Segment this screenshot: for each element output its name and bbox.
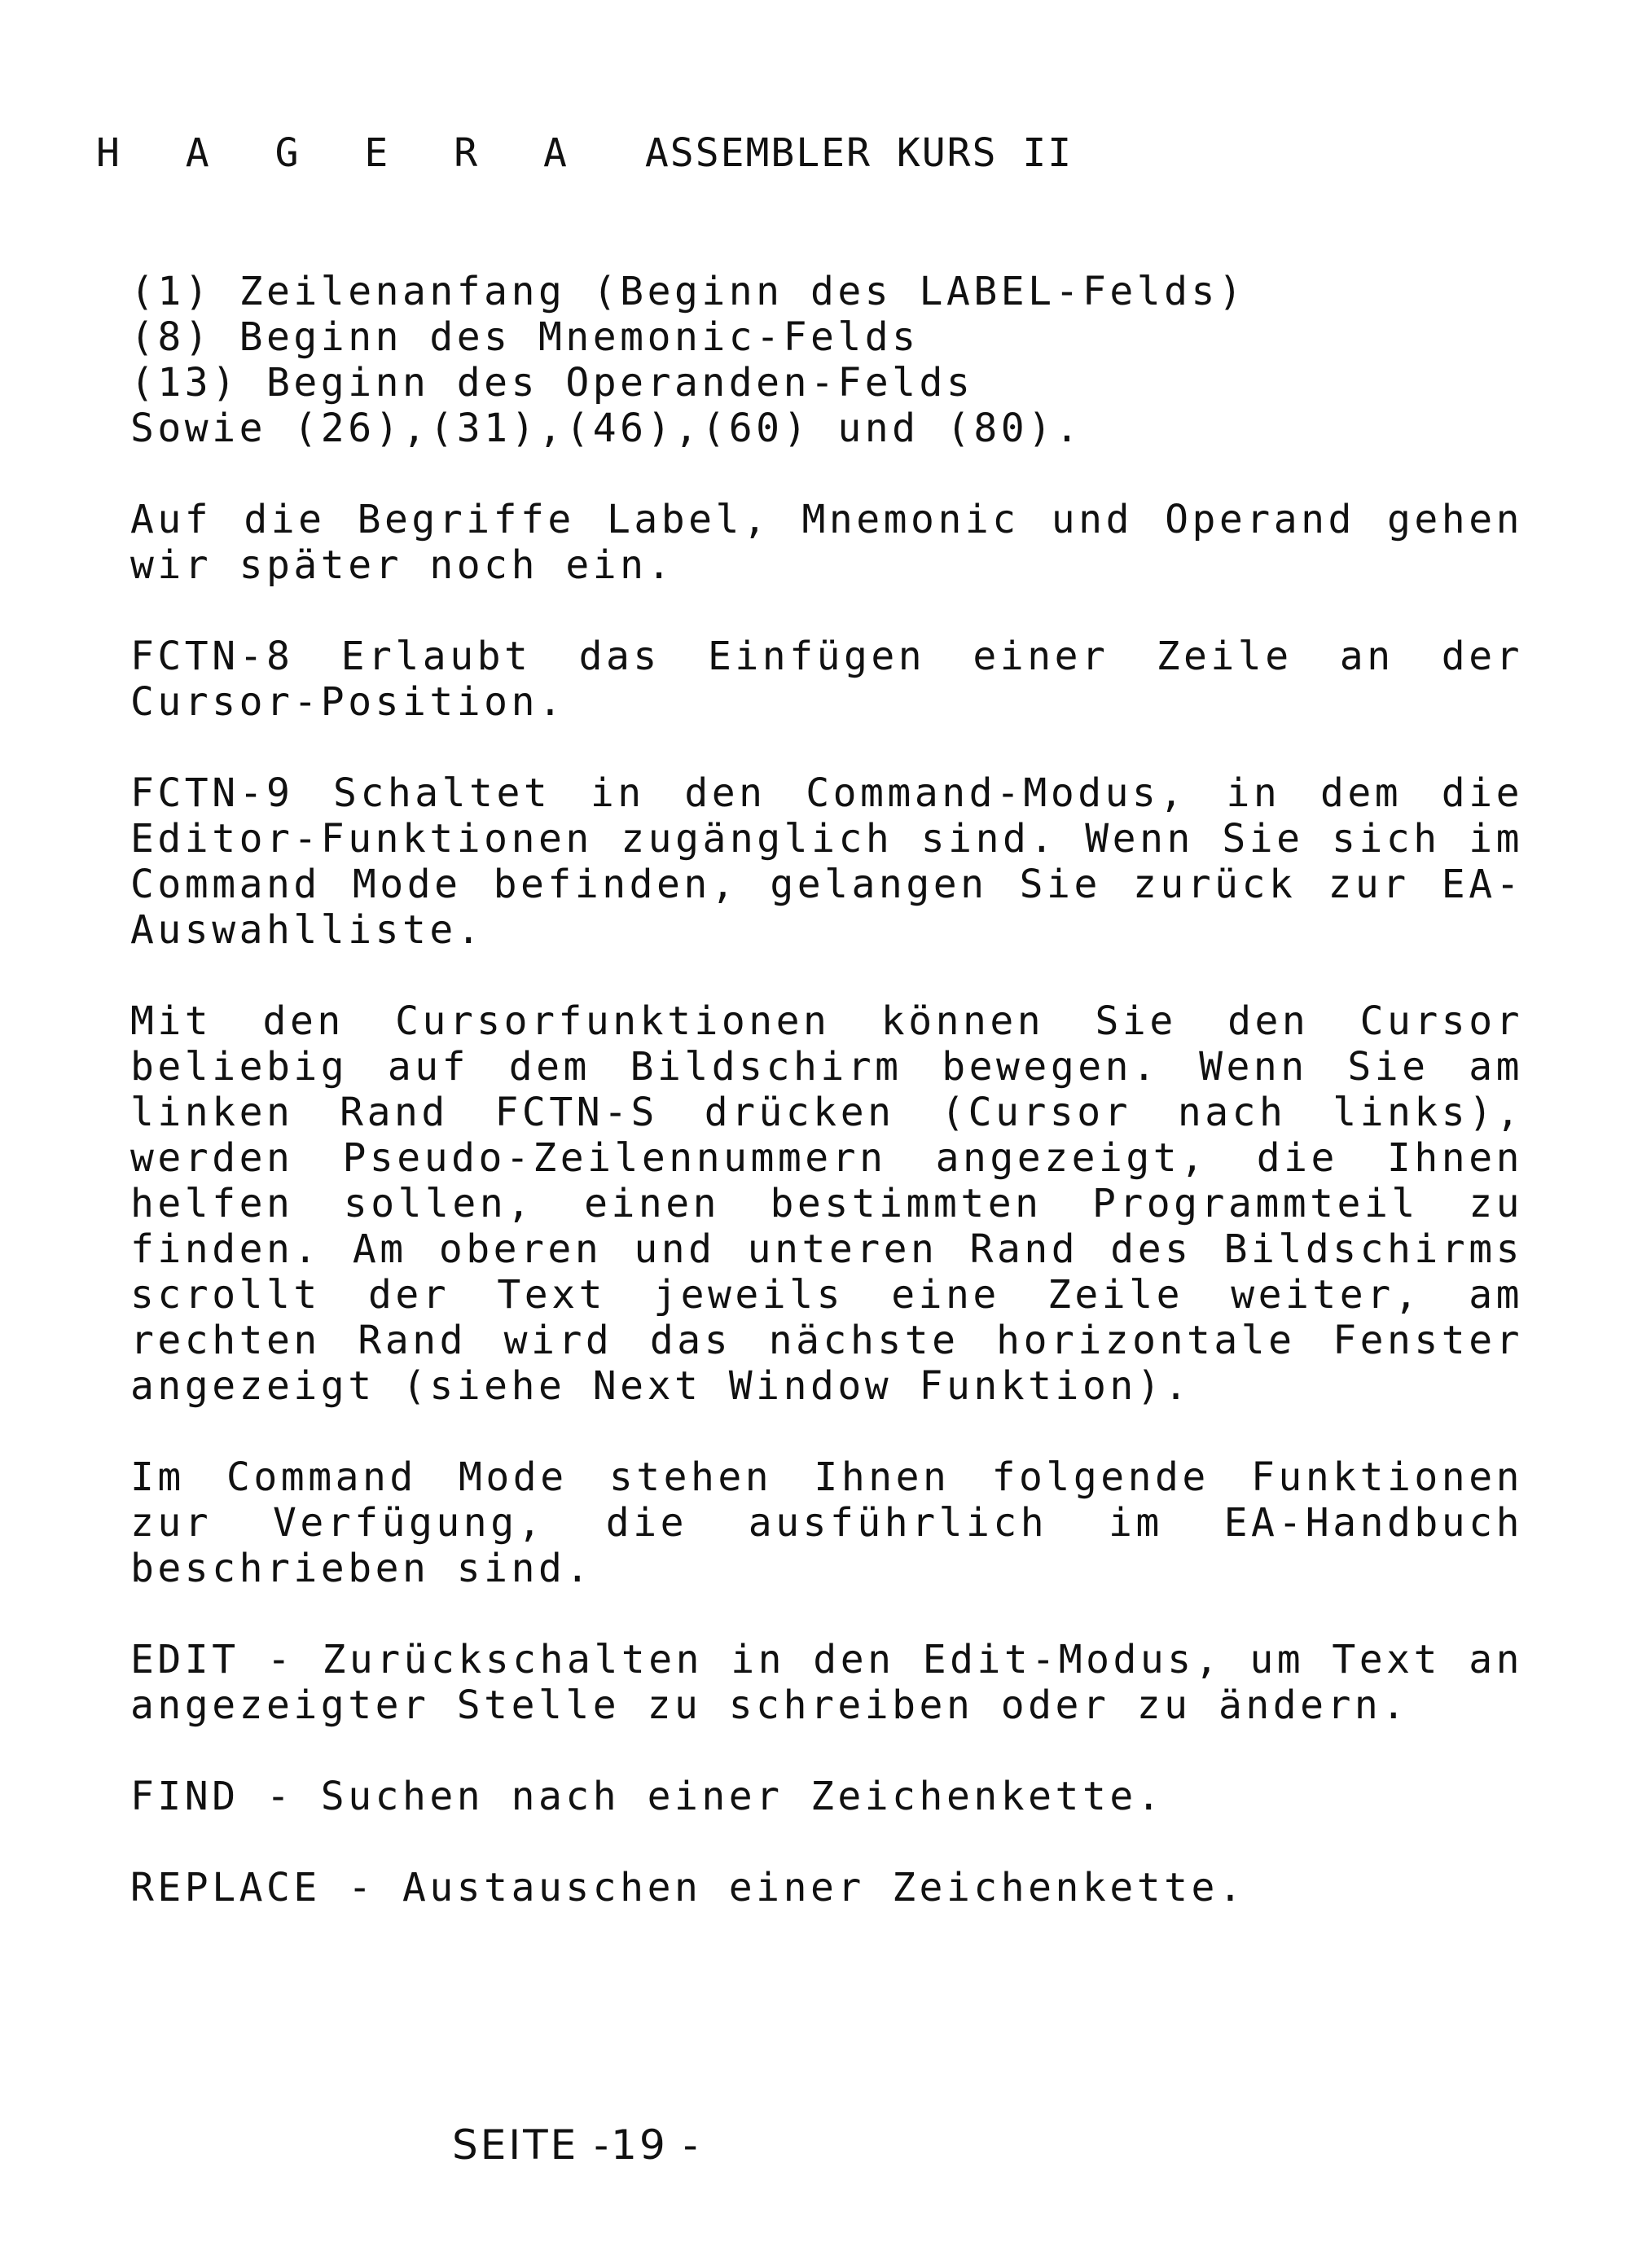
paragraph-fctn-9: FCTN-9 Schaltet in den Command-Modus, in dem die Editor-Funktionen zugänglich sind. Wenn Sie sich im Command Mode befinden, gelangen Sie zurück zur EA-Auswahlliste. — [130, 770, 1523, 953]
page-number: SEITE -19 - — [452, 2121, 700, 2169]
list-item: (8) Beginn des Mnemonic-Felds — [130, 314, 920, 360]
paragraph-find: FIND - Suchen nach einer Zeichenkette. — [130, 1774, 1165, 1819]
paragraph-cursor-functions: Mit den Cursorfunktionen können Sie den Cursor beliebig auf dem Bildschirm bewegen. Wenn Sie am linken Rand FCTN-S drücken (Cursor nach links), werden Pseudo-Zeilennummern angezeigt, die Ihnen helfen sollen, einen bestimmten Programmteil zu finden. Am oberen und unteren Rand des Bildschirms scrollt der Text jeweils eine Zeile weiter, am rechten Rand wird das nächste horizontale Fenster angezeigt (siehe Next Window Funktion). — [130, 998, 1523, 1409]
field-positions-list — [130, 269, 1523, 451]
document-body — [130, 269, 1523, 1956]
list-item: (13) Beginn des Operanden-Felds — [130, 360, 974, 406]
paragraph-replace: REPLACE - Austauschen einer Zeichenkette. — [130, 1865, 1246, 1910]
page-header — [96, 130, 1073, 176]
brand-name: H A G E R A — [96, 130, 588, 176]
course-title: ASSEMBLER KURS II — [644, 130, 1074, 176]
list-item: Sowie (26),(31),(46),(60) und (80). — [130, 406, 1082, 451]
list-item: (1) Zeilenanfang (Beginn des LABEL-Felds) — [130, 269, 1246, 314]
paragraph-terms: Auf die Begriffe Label, Mnemonic und Operand gehen wir später noch ein. — [130, 497, 1523, 588]
paragraph-fctn-8: FCTN-8 Erlaubt das Einfügen einer Zeile an der Cursor-Position. — [130, 634, 1523, 725]
paragraph-edit: EDIT - Zurückschalten in den Edit-Modus, um Text an angezeigter Stelle zu schreiben oder zu ändern. — [130, 1637, 1523, 1728]
paragraph-command-mode: Im Command Mode stehen Ihnen folgende Funktionen zur Verfügung, die ausführlich im EA-Handbuch beschrieben sind. — [130, 1454, 1523, 1591]
